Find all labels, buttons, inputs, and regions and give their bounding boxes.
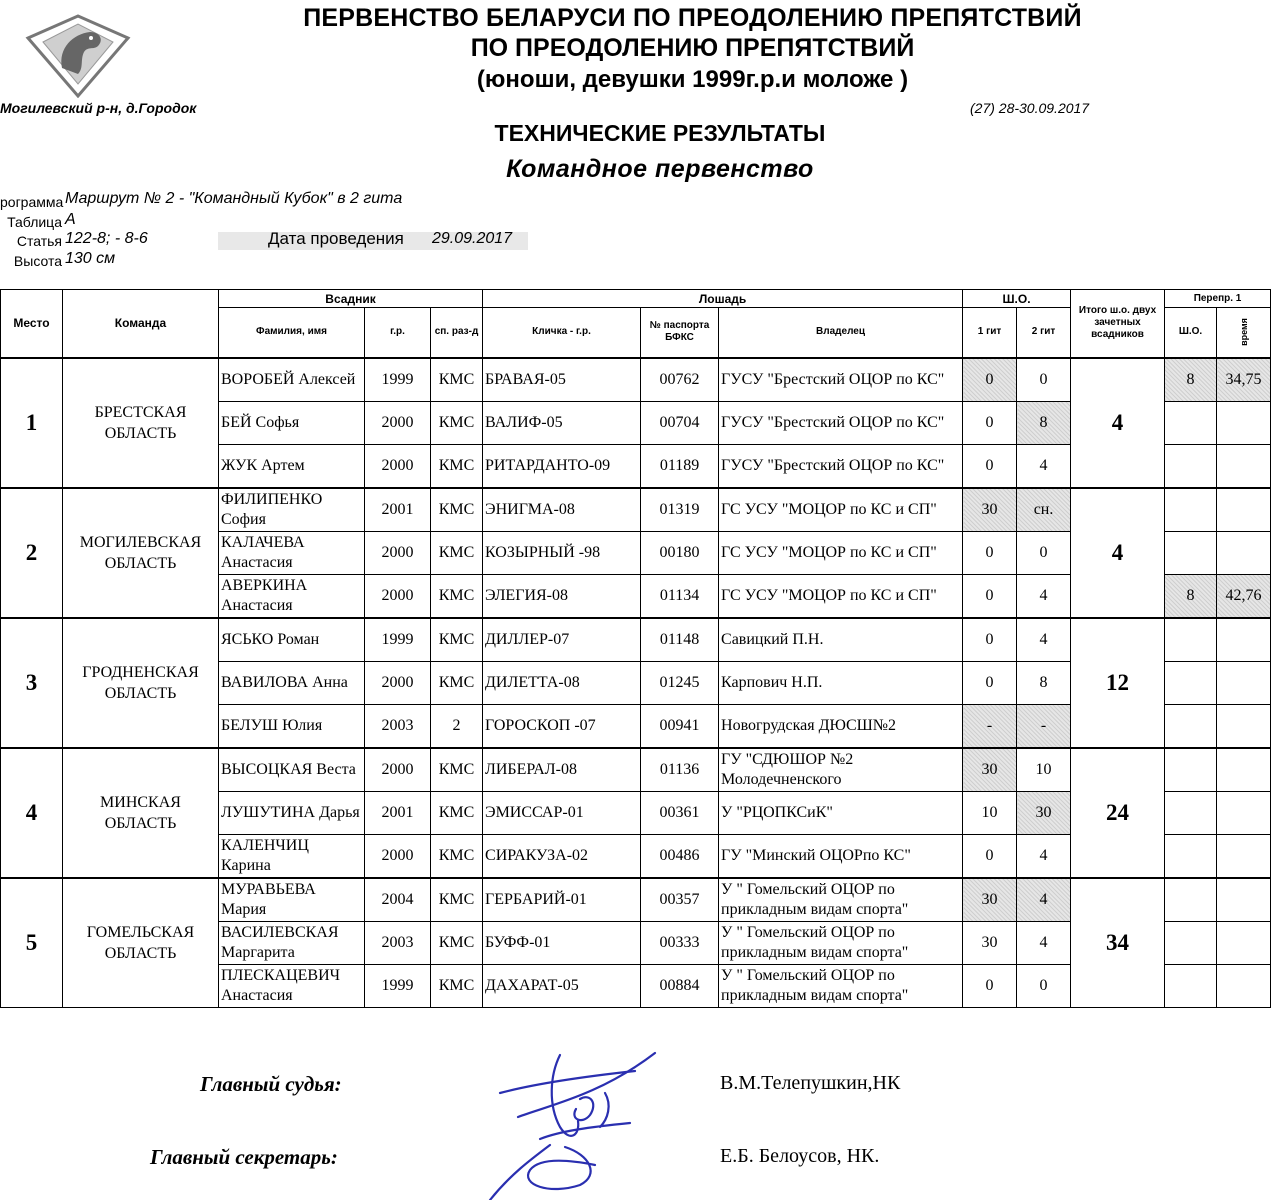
owner: ГС УСУ "МОЦОР по КС и СП" xyxy=(719,531,963,574)
col-passport: № паспорта БФКС xyxy=(641,308,719,358)
passport: 00941 xyxy=(641,704,719,748)
team-name: БРЕСТСКАЯ ОБЛАСТЬ xyxy=(63,358,219,488)
round2-faults: 30 xyxy=(1017,791,1071,834)
rank: КМС xyxy=(431,791,483,834)
rank: КМС xyxy=(431,921,483,964)
jumpoff-faults xyxy=(1165,488,1217,532)
owner: У "РЦОПКСиК" xyxy=(719,791,963,834)
team-place: 5 xyxy=(1,878,63,1008)
col-round1: 1 гит xyxy=(963,308,1017,358)
birth-year: 2001 xyxy=(365,488,431,532)
round2-faults: 10 xyxy=(1017,748,1071,792)
results-heading: ТЕХНИЧЕСКИЕ РЕЗУЛЬТАТЫ xyxy=(494,120,826,146)
rider-name: ВОРОБЕЙ Алексей xyxy=(219,358,365,402)
jumpoff-time xyxy=(1217,531,1271,574)
title-line-1: ПЕРВЕНСТВО БЕЛАРУСИ ПО ПРЕОДОЛЕНИЮ ПРЕПЯТСТВИЙ xyxy=(303,4,1082,32)
birth-year: 2003 xyxy=(365,704,431,748)
round1-faults: 0 xyxy=(963,964,1017,1007)
birth-year: 2000 xyxy=(365,748,431,792)
passport: 01136 xyxy=(641,748,719,792)
horse-name: РИТАРДАНТО-09 xyxy=(483,444,641,488)
birth-year: 2000 xyxy=(365,834,431,878)
col-place: Место xyxy=(1,290,63,358)
rider-name: ВАВИЛОВА Анна xyxy=(219,661,365,704)
passport: 01148 xyxy=(641,618,719,662)
birth-year: 2004 xyxy=(365,878,431,922)
birth-year: 2000 xyxy=(365,531,431,574)
rank: 2 xyxy=(431,704,483,748)
article-label: Статья xyxy=(16,233,62,249)
rider-name: АВЕРКИНА Анастасия xyxy=(219,574,365,618)
jumpoff-faults xyxy=(1165,921,1217,964)
birth-year: 2000 xyxy=(365,444,431,488)
jumpoff-faults: 8 xyxy=(1165,358,1217,402)
owner: ГС УСУ "МОЦОР по КС и СП" xyxy=(719,574,963,618)
federation-logo-icon xyxy=(18,8,138,98)
height-value: 130 см xyxy=(65,250,116,267)
col-jo-time xyxy=(1217,308,1271,358)
team-place: 3 xyxy=(1,618,63,748)
passport: 00180 xyxy=(641,531,719,574)
horse-name: ДИЛЕТТА-08 xyxy=(483,661,641,704)
round2-faults: - xyxy=(1017,704,1071,748)
jumpoff-faults xyxy=(1165,444,1217,488)
team-total: 34 xyxy=(1071,878,1165,1008)
horse-name: БРАВАЯ-05 xyxy=(483,358,641,402)
passport: 00357 xyxy=(641,878,719,922)
jumpoff-time xyxy=(1217,401,1271,444)
rider-name: КАЛЕНЧИЦ Карина xyxy=(219,834,365,878)
jumpoff-time xyxy=(1217,704,1271,748)
round2-faults: сн. xyxy=(1017,488,1071,532)
passport: 00704 xyxy=(641,401,719,444)
height-label: Высота xyxy=(13,253,62,269)
jumpoff-time xyxy=(1217,488,1271,532)
team-place: 2 xyxy=(1,488,63,618)
owner: Савицкий П.Н. xyxy=(719,618,963,662)
rank: КМС xyxy=(431,444,483,488)
round1-faults: - xyxy=(963,704,1017,748)
col-jo-faults: Ш.О. xyxy=(1165,308,1217,358)
col-jo-time-label: время xyxy=(1238,317,1249,346)
round2-faults: 0 xyxy=(1017,964,1071,1007)
birth-year: 2000 xyxy=(365,661,431,704)
jumpoff-time: 34,75 xyxy=(1217,358,1271,402)
team-name: МОГИЛЕВСКАЯ ОБЛАСТЬ xyxy=(63,488,219,618)
date-value: 29.09.2017 xyxy=(432,230,513,247)
rank: КМС xyxy=(431,401,483,444)
horse-name: ГОРОСКОП -07 xyxy=(483,704,641,748)
owner: ГУ "Минский ОЦОРпо КС" xyxy=(719,834,963,878)
horse-name: ЛИБЕРАЛ-08 xyxy=(483,748,641,792)
round1-faults: 0 xyxy=(963,618,1017,662)
rider-name: ФИЛИПЕНКО София xyxy=(219,488,365,532)
chief-secretary-label: Главный секретарь: xyxy=(150,1145,338,1169)
rider-name: ПЛЕСКАЦЕВИЧ Анастасия xyxy=(219,964,365,1007)
owner: У " Гомельский ОЦОР по прикладным видам спорта" xyxy=(719,878,963,922)
round1-faults: 0 xyxy=(963,834,1017,878)
col-round2: 2 гит xyxy=(1017,308,1071,358)
jumpoff-faults xyxy=(1165,834,1217,878)
owner: У " Гомельский ОЦОР по прикладным видам спорта" xyxy=(719,964,963,1007)
col-team: Команда xyxy=(63,290,219,358)
rank: КМС xyxy=(431,964,483,1007)
birth-year: 2001 xyxy=(365,791,431,834)
jumpoff-time xyxy=(1217,444,1271,488)
col-faults: Ш.О. xyxy=(963,290,1071,308)
round1-faults: 0 xyxy=(963,661,1017,704)
col-jumpoff: Перепр. 1 xyxy=(1165,290,1271,308)
col-total: Итого ш.о. двух зачетных всадников xyxy=(1071,290,1165,358)
birth-year: 1999 xyxy=(365,358,431,402)
passport: 00361 xyxy=(641,791,719,834)
round1-faults: 30 xyxy=(963,921,1017,964)
program-value: Маршрут № 2 - "Командный Кубок" в 2 гита xyxy=(65,190,403,207)
horse-name: КОЗЫРНЫЙ -98 xyxy=(483,531,641,574)
table-row xyxy=(1,488,1271,532)
jumpoff-faults xyxy=(1165,618,1217,662)
round1-faults: 10 xyxy=(963,791,1017,834)
rank: КМС xyxy=(431,748,483,792)
owner: ГУ "СДЮШОР №2 Молодечненского xyxy=(719,748,963,792)
horse-name: БУФФ-01 xyxy=(483,921,641,964)
horse-name: СИРАКУЗА-02 xyxy=(483,834,641,878)
birth-year: 1999 xyxy=(365,964,431,1007)
chief-judge-name: В.М.Телепушкин,НК xyxy=(720,1072,901,1094)
horse-name: ГЕРБАРИЙ-01 xyxy=(483,878,641,922)
round1-faults: 30 xyxy=(963,748,1017,792)
round1-faults: 30 xyxy=(963,878,1017,922)
round2-faults: 4 xyxy=(1017,444,1071,488)
jumpoff-faults xyxy=(1165,401,1217,444)
jumpoff-time xyxy=(1217,878,1271,922)
rider-name: КАЛАЧЕВА Анастасия xyxy=(219,531,365,574)
jumpoff-faults xyxy=(1165,531,1217,574)
round2-faults: 0 xyxy=(1017,531,1071,574)
rider-name: ЯСЬКО Роман xyxy=(219,618,365,662)
venue-text: Могилевский р-н, д.Городок xyxy=(0,100,197,116)
passport: 00486 xyxy=(641,834,719,878)
birth-year: 1999 xyxy=(365,618,431,662)
jumpoff-faults: 8 xyxy=(1165,574,1217,618)
col-rank: сп. раз-д xyxy=(431,308,483,358)
owner: У " Гомельский ОЦОР по прикладным видам спорта" xyxy=(719,921,963,964)
rider-name: ВЫСОЦКАЯ Веста xyxy=(219,748,365,792)
jumpoff-faults xyxy=(1165,661,1217,704)
team-total: 4 xyxy=(1071,358,1165,488)
owner: ГС УСУ "МОЦОР по КС и СП" xyxy=(719,488,963,532)
round1-faults: 0 xyxy=(963,401,1017,444)
event-dates: (27) 28-30.09.2017 xyxy=(970,100,1090,116)
owner: ГУСУ "Брестский ОЦОР по КС" xyxy=(719,401,963,444)
rider-name: БЕЛУШ Юлия xyxy=(219,704,365,748)
horse-name: ВАЛИФ-05 xyxy=(483,401,641,444)
col-owner: Владелец xyxy=(719,308,963,358)
team-total: 12 xyxy=(1071,618,1165,748)
round2-faults: 4 xyxy=(1017,618,1071,662)
jumpoff-time xyxy=(1217,618,1271,662)
rank: КМС xyxy=(431,834,483,878)
rider-name: БЕЙ Софья xyxy=(219,401,365,444)
col-horse-name: Кличка - г.р. xyxy=(483,308,641,358)
owner: ГУСУ "Брестский ОЦОР по КС" xyxy=(719,444,963,488)
jumpoff-faults xyxy=(1165,878,1217,922)
title-line-2: ПО ПРЕОДОЛЕНИЮ ПРЕПЯТСТВИЙ xyxy=(470,34,915,62)
rider-name: ВАСИЛЕВСКАЯ Маргарита xyxy=(219,921,365,964)
birth-year: 2000 xyxy=(365,401,431,444)
program-label: рограмма xyxy=(0,194,64,210)
jumpoff-time: 42,76 xyxy=(1217,574,1271,618)
team-place: 1 xyxy=(1,358,63,488)
jumpoff-time xyxy=(1217,921,1271,964)
team-name: ГРОДНЕНСКАЯ ОБЛАСТЬ xyxy=(63,618,219,748)
round2-faults: 4 xyxy=(1017,834,1071,878)
col-horse: Лошадь xyxy=(483,290,963,308)
owner: ГУСУ "Брестский ОЦОР по КС" xyxy=(719,358,963,402)
owner: Новогрудская ДЮСШ№2 xyxy=(719,704,963,748)
table-row xyxy=(1,618,1271,662)
passport: 00884 xyxy=(641,964,719,1007)
rank: КМС xyxy=(431,358,483,402)
horse-name: ДИЛЛЕР-07 xyxy=(483,618,641,662)
rank: КМС xyxy=(431,574,483,618)
horse-name: ЭМИССАР-01 xyxy=(483,791,641,834)
round2-faults: 8 xyxy=(1017,661,1071,704)
jumpoff-time xyxy=(1217,791,1271,834)
table-label: Таблица xyxy=(7,214,62,230)
team-competition-heading: Командное первенство xyxy=(506,155,814,183)
table-value: А xyxy=(65,211,76,228)
round2-faults: 8 xyxy=(1017,401,1071,444)
jumpoff-time xyxy=(1217,748,1271,792)
date-label: Дата проведения xyxy=(268,229,404,248)
birth-year: 2000 xyxy=(365,574,431,618)
jumpoff-faults xyxy=(1165,748,1217,792)
passport: 00762 xyxy=(641,358,719,402)
round2-faults: 4 xyxy=(1017,878,1071,922)
birth-year: 2003 xyxy=(365,921,431,964)
table-row xyxy=(1,748,1271,792)
team-place: 4 xyxy=(1,748,63,878)
horse-name: ЭНИГМА-08 xyxy=(483,488,641,532)
table-row xyxy=(1,358,1271,402)
chief-judge-label: Главный судья: xyxy=(200,1072,342,1096)
round2-faults: 0 xyxy=(1017,358,1071,402)
team-total: 24 xyxy=(1071,748,1165,878)
jumpoff-time xyxy=(1217,964,1271,1007)
passport: 01134 xyxy=(641,574,719,618)
round1-faults: 0 xyxy=(963,531,1017,574)
rank: КМС xyxy=(431,661,483,704)
round1-faults: 0 xyxy=(963,574,1017,618)
rank: КМС xyxy=(431,618,483,662)
horse-name: ЭЛЕГИЯ-08 xyxy=(483,574,641,618)
round1-faults: 0 xyxy=(963,444,1017,488)
table-row xyxy=(1,878,1271,922)
passport: 01319 xyxy=(641,488,719,532)
owner: Карпович Н.П. xyxy=(719,661,963,704)
title-line-3: (юноши, девушки 1999г.р.и моложе ) xyxy=(476,66,909,93)
rider-name: МУРАВЬЕВА Мария xyxy=(219,878,365,922)
passport: 00333 xyxy=(641,921,719,964)
horse-name: ДАХАРАТ-05 xyxy=(483,964,641,1007)
team-name: МИНСКАЯ ОБЛАСТЬ xyxy=(63,748,219,878)
chief-secretary-name: Е.Б. Белоусов, НК. xyxy=(720,1145,880,1167)
article-value: 122-8; - 8-6 xyxy=(65,230,148,247)
jumpoff-faults xyxy=(1165,964,1217,1007)
jumpoff-time xyxy=(1217,834,1271,878)
rider-name: ЖУК Артем xyxy=(219,444,365,488)
passport: 01245 xyxy=(641,661,719,704)
passport: 01189 xyxy=(641,444,719,488)
round2-faults: 4 xyxy=(1017,574,1071,618)
jumpoff-time xyxy=(1217,661,1271,704)
col-rider-name: Фамилия, имя xyxy=(219,308,365,358)
handwritten-signature-icon xyxy=(430,1035,690,1200)
col-birth-year: г.р. xyxy=(365,308,431,358)
team-name: ГОМЕЛЬСКАЯ ОБЛАСТЬ xyxy=(63,878,219,1008)
team-total: 4 xyxy=(1071,488,1165,618)
rank: КМС xyxy=(431,531,483,574)
rider-name: ЛУШУТИНА Дарья xyxy=(219,791,365,834)
rank: КМС xyxy=(431,878,483,922)
jumpoff-faults xyxy=(1165,791,1217,834)
results-table xyxy=(0,289,1271,1008)
col-rider: Всадник xyxy=(219,290,483,308)
jumpoff-faults xyxy=(1165,704,1217,748)
round2-faults: 4 xyxy=(1017,921,1071,964)
rank: КМС xyxy=(431,488,483,532)
round1-faults: 0 xyxy=(963,358,1017,402)
round1-faults: 30 xyxy=(963,488,1017,532)
